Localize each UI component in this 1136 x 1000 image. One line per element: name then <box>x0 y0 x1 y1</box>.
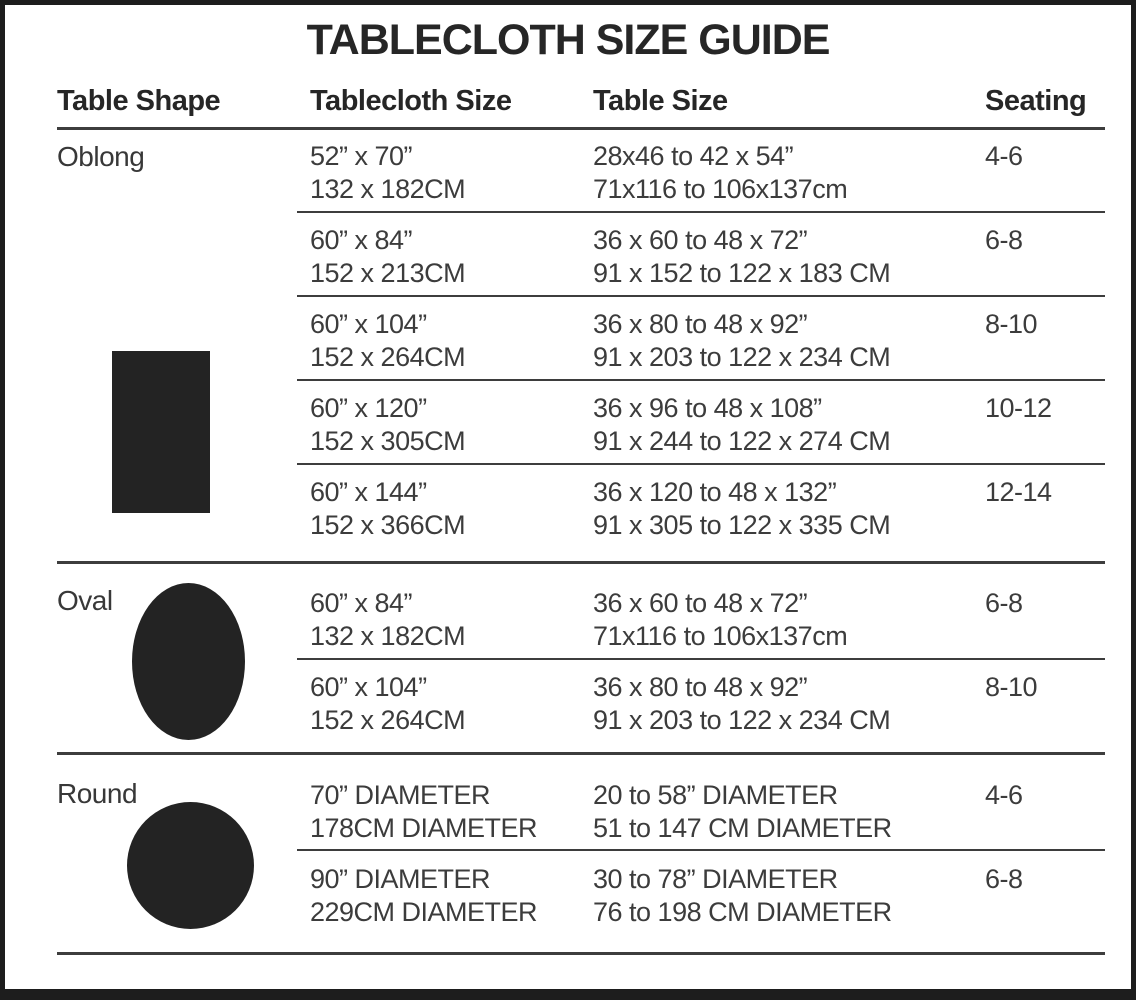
seating-cell: 8-10 <box>985 672 1038 702</box>
tablecloth-size-cell: 60” x 104” 152 x 264CM <box>310 672 466 735</box>
table-size-cell: 36 x 60 to 48 x 72” 71x116 to 106x137cm <box>593 588 848 651</box>
frame-right-bar <box>1131 0 1136 1000</box>
table-size-cell: 36 x 96 to 48 x 108” 91 x 244 to 122 x 274 CM <box>593 393 891 456</box>
column-header-seating: Seating <box>985 85 1087 117</box>
row-divider <box>297 379 1105 381</box>
oblong-shape-icon <box>112 351 210 513</box>
row-divider <box>297 849 1105 851</box>
tablecloth-size-cell: 60” x 144” 152 x 366CM <box>310 477 466 540</box>
table-size-cell: 36 x 120 to 48 x 132” 91 x 305 to 122 x 335 CM <box>593 477 891 540</box>
frame-left-bar <box>0 0 5 1000</box>
tablecloth-size-cell: 52” x 70” 132 x 182CM <box>310 141 466 204</box>
group-divider <box>57 561 1105 564</box>
table-size-cell: 28x46 to 42 x 54” 71x116 to 106x137cm <box>593 141 848 204</box>
table-size-cell: 36 x 60 to 48 x 72” 91 x 152 to 122 x 183 CM <box>593 225 891 288</box>
table-size-cell: 20 to 58” DIAMETER 51 to 147 CM DIAMETER <box>593 780 892 843</box>
round-shape-icon <box>127 802 254 929</box>
column-header-table-size: Table Size <box>593 85 728 117</box>
column-header-tablecloth-size: Tablecloth Size <box>310 85 512 117</box>
table-size-cell: 36 x 80 to 48 x 92” 91 x 203 to 122 x 234 CM <box>593 672 891 735</box>
seating-cell: 6-8 <box>985 864 1023 894</box>
seating-cell: 8-10 <box>985 309 1038 339</box>
page-title: TABLECLOTH SIZE GUIDE <box>306 16 830 64</box>
tablecloth-size-cell: 70” DIAMETER 178CM DIAMETER <box>310 780 538 843</box>
table-size-cell: 36 x 80 to 48 x 92” 91 x 203 to 122 x 234 CM <box>593 309 891 372</box>
tablecloth-size-cell: 60” x 84” 152 x 213CM <box>310 225 466 288</box>
tablecloth-size-cell: 90” DIAMETER 229CM DIAMETER <box>310 864 538 927</box>
row-divider <box>297 658 1105 660</box>
shape-label-round: Round <box>57 778 138 809</box>
seating-cell: 6-8 <box>985 225 1023 255</box>
row-divider <box>297 295 1105 297</box>
tablecloth-size-cell: 60” x 120” 152 x 305CM <box>310 393 466 456</box>
seating-cell: 12-14 <box>985 477 1052 507</box>
seating-cell: 4-6 <box>985 141 1023 171</box>
tablecloth-size-cell: 60” x 84” 132 x 182CM <box>310 588 466 651</box>
seating-cell: 4-6 <box>985 780 1023 810</box>
seating-cell: 10-12 <box>985 393 1052 423</box>
tablecloth-size-cell: 60” x 104” 152 x 264CM <box>310 309 466 372</box>
bottom-divider <box>57 952 1105 955</box>
oval-shape-icon <box>132 583 245 740</box>
seating-cell: 6-8 <box>985 588 1023 618</box>
header-divider <box>57 127 1105 130</box>
row-divider <box>297 463 1105 465</box>
table-size-cell: 30 to 78” DIAMETER 76 to 198 CM DIAMETER <box>593 864 892 927</box>
row-divider <box>297 211 1105 213</box>
shape-label-oval: Oval <box>57 585 113 616</box>
frame-bottom-bar <box>0 989 1136 1000</box>
frame-top-bar <box>0 0 1136 5</box>
column-header-table-shape: Table Shape <box>57 85 221 117</box>
shape-label-oblong: Oblong <box>57 141 145 172</box>
group-divider <box>57 752 1105 755</box>
